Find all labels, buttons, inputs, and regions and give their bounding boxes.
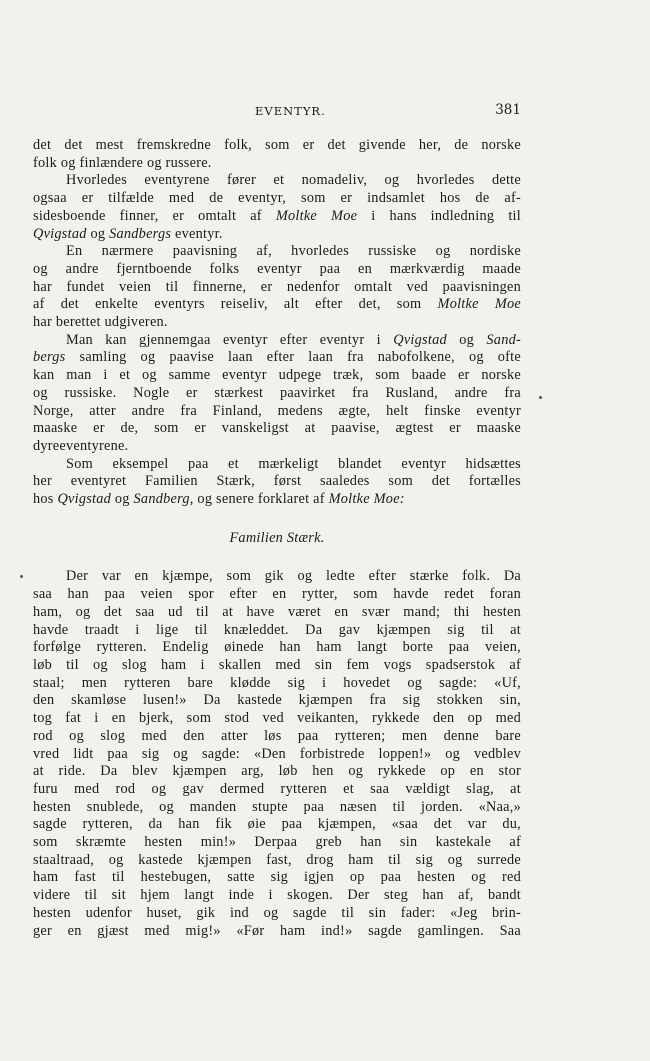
text-line: her eventyret Familien Stærk, først saaledes som det fortælles	[33, 473, 521, 490]
text-line	[33, 349, 521, 367]
text-run: og senere forklaret af	[193, 491, 329, 508]
text-line	[33, 226, 521, 244]
text-line: og russiske. Nogle er stærkest paavirket fra Rusland, andre fra	[33, 384, 521, 401]
text-line: har fundet veien til finnerne, er nedenfor omtalt ved paavisningen	[33, 278, 521, 295]
italic-name: Sandbergs	[109, 225, 172, 242]
text-line: tog fat i en bjerk, som stod ved veikanten, rykkede den op med	[33, 710, 521, 727]
text-line	[33, 332, 521, 350]
running-head: EVENTYR.	[255, 104, 326, 118]
text-run: og	[86, 225, 110, 242]
italic-name: Moltke Moe	[275, 207, 358, 224]
margin-speck	[539, 396, 542, 399]
italic-name: Qvigstad	[393, 331, 447, 348]
text-line: vred lidt paa sig og sagde: «Den forbistrede loppen!» og vedblev	[33, 745, 521, 762]
text-line	[33, 491, 521, 509]
text-line: folk og finlændere og russere.	[33, 154, 212, 171]
text-line: forfølge rytteren. Endelig øinede han ham langt borte paa veien,	[33, 639, 521, 656]
text-line: ogsaa er tilfælde med de eventyr, som er indsamlet hos de af-	[33, 190, 521, 207]
text-line: kan man i et og samme eventyr udpege træk, som baade er norske	[33, 367, 521, 384]
text-line: ham fast til hestebugen, satte sig igjen op paa hesten og red	[33, 869, 521, 886]
text-run: eventyr.	[171, 225, 223, 242]
text-run: og	[111, 491, 134, 508]
text-line: ham, og det saa ud til at have været en svær mand; thi hesten	[33, 603, 521, 620]
text-line: En nærmere paavisning af, hvorledes russiske og nordiske	[66, 243, 521, 260]
page-number: 381	[495, 102, 521, 118]
text-line: løb til og slog ham i skallen med sin fem vogs spadserstok af	[33, 656, 521, 673]
text-line: dyreeventyrene.	[33, 437, 129, 454]
text-run: hos	[33, 491, 58, 508]
text-line: den skamløse lusen!» Da kastede kjæmpen fra sig stokken sin,	[33, 692, 521, 709]
text-line: ger en gjæst med mig!» «Før ham ind!» sagde gamlingen. Saa	[33, 922, 521, 939]
text-run: Man kan gjennemgaa eventyr efter eventyr i	[66, 331, 394, 348]
text-line: sagde rytteren, da han fik øie paa kjæmpen, «saa det var du,	[33, 816, 521, 833]
text-line: Som eksempel paa et mærkeligt blandet eventyr hidsættes	[66, 455, 521, 472]
text-line: videre til sit hjem langt inde i skogen. Der steg han af, bandt	[33, 887, 521, 904]
text-line: det det mest fremskredne folk, som er det givende her, de norske	[33, 137, 521, 153]
italic-name: Sandberg,	[133, 491, 194, 508]
text-line: furu med rod og gav dermed rytteren et saa vældigt slag, at	[33, 780, 521, 797]
body-text	[33, 137, 521, 940]
text-line: Hvorledes eventyrene fører et nomadeliv, og hvorledes dette	[66, 172, 521, 189]
italic-name: Moltke Moe:	[328, 491, 405, 508]
italic-name: Moltke Moe	[437, 296, 522, 313]
text-line: hesten snublede, og manden stupte paa næsen til jorden. «Naa,»	[33, 798, 521, 815]
italic-name: bergs	[33, 349, 66, 366]
text-line: staaltraad, og kastede kjæmpen fast, drog ham til sig og surrede	[33, 851, 521, 868]
text-line: maaske er de, som er vanskeligst at paavise, ægtest er maaske	[33, 420, 521, 437]
text-line: Norge, atter andre fra Finland, medens ægte, helt finske eventyr	[33, 402, 521, 419]
text-line: har berettet udgiveren.	[33, 314, 168, 331]
text-line: hesten udenfor huset, gik ind og sagde til sin fader: «Jeg brin-	[33, 904, 521, 921]
story-title: Familien Stærk.	[229, 529, 325, 546]
text-run: sidesboende finner, er omtalt af	[33, 207, 276, 224]
text-run: i hans indledning til	[357, 207, 522, 224]
text-run: og	[446, 331, 487, 348]
text-line: rod og slog med den atter løs paa rytteren; men denne bare	[33, 727, 521, 744]
italic-name: Sand-	[486, 331, 521, 348]
italic-name: Qvigstad	[57, 491, 112, 508]
text-line: som skræmte hesten min!» Derpaa greb han sin kastekale af	[33, 834, 521, 851]
text-line	[33, 208, 521, 226]
text-line: staal; men rytteren bare klødde sig i hovedet og sagde: «Uf,	[33, 674, 521, 691]
italic-name: Qvigstad	[33, 225, 87, 242]
text-line: havde traadt i lige til knæleddet. Da gav kjæmpen sig til at	[33, 621, 521, 638]
text-run: samling og paavise laan efter laan fra nabofolkene, og ofte	[65, 349, 521, 366]
margin-speck	[20, 575, 23, 578]
text-line: Der var en kjæmpe, som gik og ledte efter stærke folk. Da	[66, 568, 521, 585]
text-line: og andre fjerntboende folks eventyr paa en mærkværdig maade	[33, 260, 521, 277]
text-run: af det enkelte eventyrs reiseliv, alt efter det, som	[33, 296, 438, 313]
text-line: at ride. Da blev kjæmpen arg, løb hen og rykkede op en stor	[33, 763, 521, 780]
text-line: saa han paa veien spor efter en rytter, som havde redet foran	[33, 586, 521, 603]
text-line	[33, 296, 521, 314]
